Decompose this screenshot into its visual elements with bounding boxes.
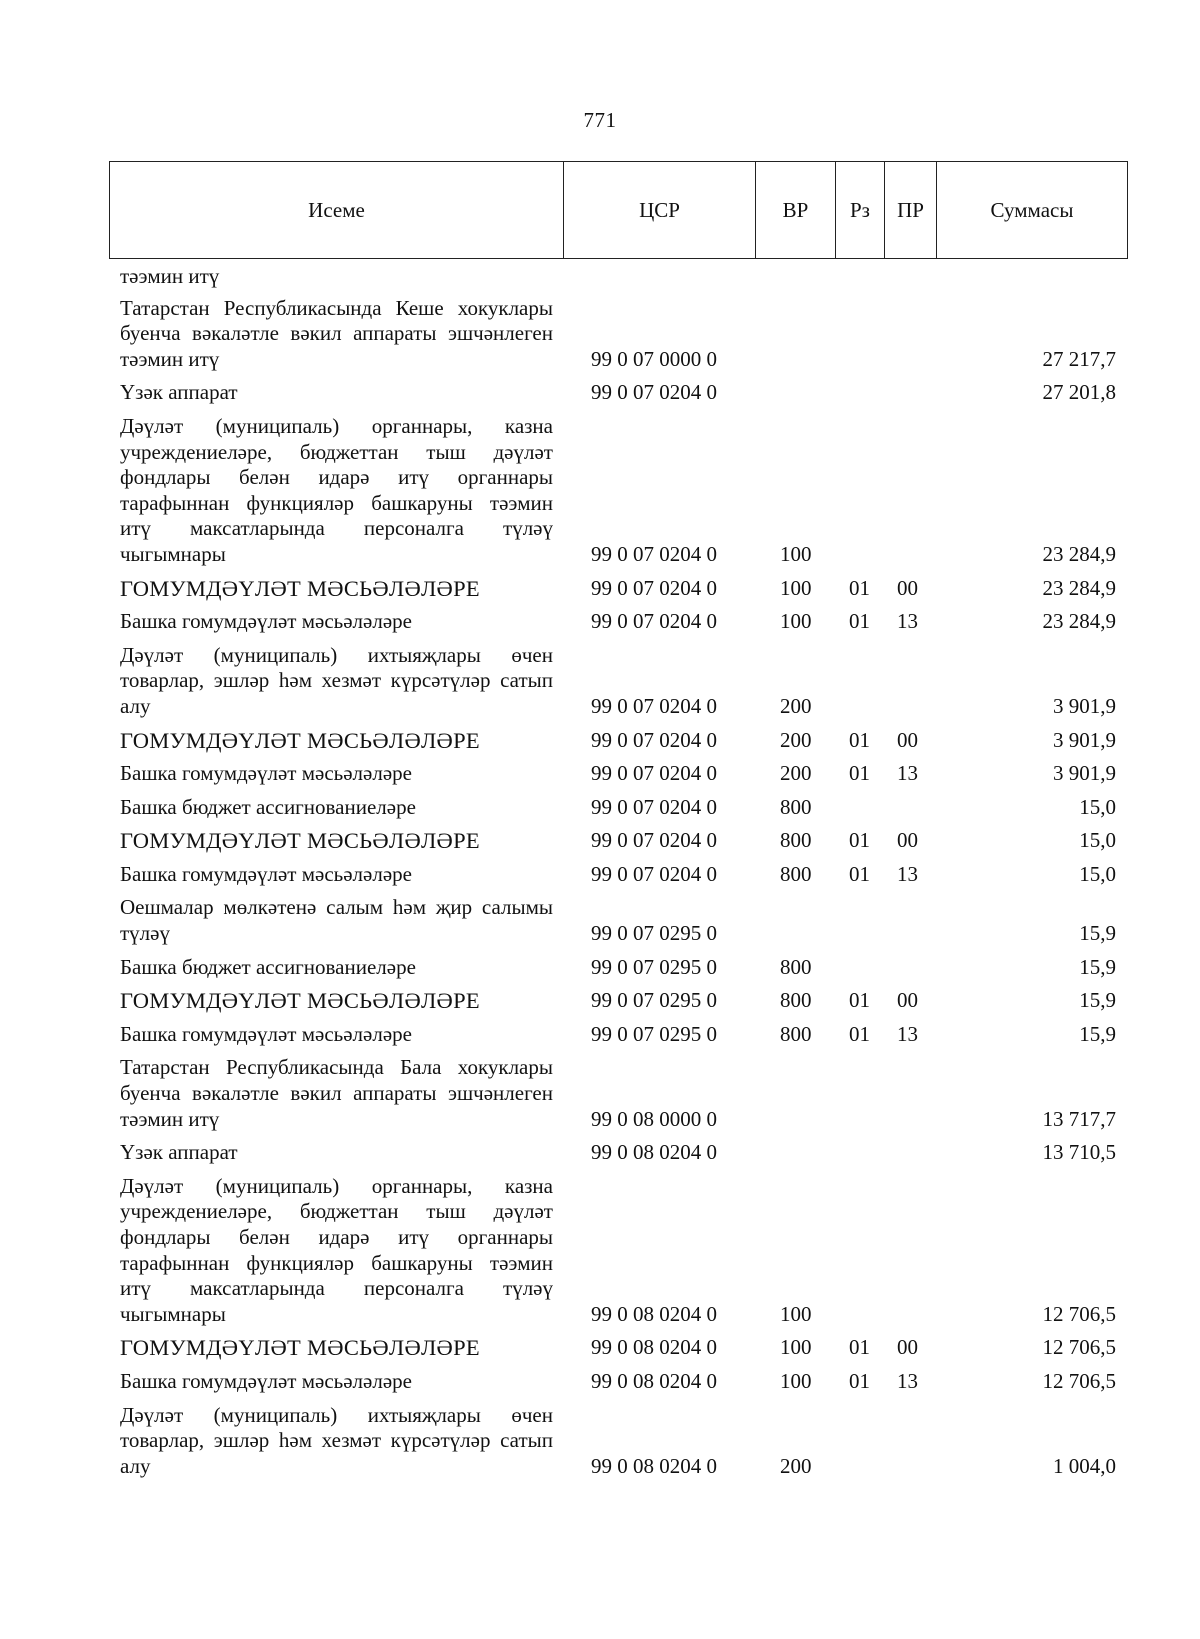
row-name: тәэмин итү <box>120 264 220 288</box>
row-csr-code: 99 0 08 0000 0 <box>591 1106 717 1131</box>
row-name: Башка гомумдәүләт мәсьәләләре <box>120 761 412 786</box>
row-vr-code: 800 <box>780 988 812 1013</box>
row-name: Башка бюджет ассигнованиеләре <box>120 794 416 819</box>
row-csr-code: 99 0 07 0295 0 <box>591 954 717 979</box>
row-pr-code: 13 <box>897 1368 918 1393</box>
row-csr-code: 99 0 07 0204 0 <box>591 609 717 634</box>
row-rz-code: 01 <box>849 1335 870 1360</box>
row-amount: 3 901,9 <box>1053 693 1116 718</box>
row-vr-code: 800 <box>780 954 812 979</box>
row-amount: 15,9 <box>1079 921 1116 946</box>
table-row <box>0 1022 1200 1048</box>
row-vr-code: 200 <box>780 693 812 718</box>
row-amount: 15,0 <box>1079 794 1116 819</box>
table-row <box>0 296 1200 373</box>
row-amount: 27 201,8 <box>1042 380 1116 405</box>
row-pr-code: 13 <box>897 609 918 634</box>
row-rz-code: 01 <box>849 727 870 752</box>
column-header-pr: ПР <box>885 162 937 259</box>
row-amount: 23 284,9 <box>1042 541 1116 566</box>
row-vr-code: 800 <box>780 828 812 853</box>
row-vr-code: 100 <box>780 541 812 566</box>
row-name: ГОМУМДӘҮЛӘТ МӘСЬӘЛӘЛӘРЕ <box>120 1335 480 1361</box>
table-header <box>109 161 1128 259</box>
row-vr-code: 100 <box>780 575 812 600</box>
row-rz-code: 01 <box>849 1021 870 1046</box>
row-amount: 15,9 <box>1079 988 1116 1013</box>
row-name: Дәүләт (муниципаль) органнары, казна учреждениеләре, бюджеттан тыш дәүләт фондлары белән идарә итү органнары тарафыннан функцияләр башкаруны тәэмин итү максатларында персоналга түләү чыгымнары <box>120 413 553 566</box>
row-pr-code: 00 <box>897 1335 918 1360</box>
row-amount: 27 217,7 <box>1042 346 1116 371</box>
row-amount: 15,9 <box>1079 954 1116 979</box>
row-amount: 3 901,9 <box>1053 727 1116 752</box>
row-rz-code: 01 <box>849 1368 870 1393</box>
row-name: Оешмалар мөлкәтенә салым һәм җир салымы түләү <box>120 895 553 946</box>
row-vr-code: 100 <box>780 609 812 634</box>
row-csr-code: 99 0 07 0204 0 <box>591 693 717 718</box>
row-pr-code: 00 <box>897 575 918 600</box>
row-csr-code: 99 0 07 0204 0 <box>591 541 717 566</box>
row-amount: 15,0 <box>1079 861 1116 886</box>
row-rz-code: 01 <box>849 761 870 786</box>
row-vr-code: 200 <box>780 727 812 752</box>
table-row <box>0 1403 1200 1480</box>
row-csr-code: 99 0 08 0204 0 <box>591 1453 717 1478</box>
row-csr-code: 99 0 07 0204 0 <box>591 380 717 405</box>
row-name: ГОМУМДӘҮЛӘТ МӘСЬӘЛӘЛӘРЕ <box>120 828 480 854</box>
table-row <box>0 761 1200 787</box>
row-rz-code: 01 <box>849 575 870 600</box>
row-name: Башка гомумдәүләт мәсьәләләре <box>120 1368 412 1393</box>
table-row <box>0 264 1200 290</box>
row-name: Үзәк аппарат <box>120 380 238 405</box>
row-pr-code: 13 <box>897 761 918 786</box>
row-name: Дәүләт (муниципаль) органнары, казна учреждениеләре, бюджеттан тыш дәүләт фондлары белән идарә итү органнары тарафыннан функцияләр башкаруны тәэмин итү максатларында персоналга түләү чыгымнары <box>120 1173 553 1326</box>
row-csr-code: 99 0 08 0204 0 <box>591 1140 717 1165</box>
row-name: Башка гомумдәүләт мәсьәләләре <box>120 1021 412 1046</box>
column-header-rz: Рз <box>836 162 885 259</box>
row-vr-code: 200 <box>780 761 812 786</box>
row-csr-code: 99 0 07 0295 0 <box>591 988 717 1013</box>
column-header-name: Исеме <box>110 162 564 259</box>
row-csr-code: 99 0 08 0204 0 <box>591 1335 717 1360</box>
table-row <box>0 1055 1200 1132</box>
row-vr-code: 100 <box>780 1301 812 1326</box>
row-csr-code: 99 0 07 0000 0 <box>591 346 717 371</box>
row-name: ГОМУМДӘҮЛӘТ МӘСЬӘЛӘЛӘРЕ <box>120 988 480 1014</box>
row-csr-code: 99 0 07 0204 0 <box>591 761 717 786</box>
table-row <box>0 795 1200 821</box>
table-row <box>0 1174 1200 1328</box>
row-vr-code: 800 <box>780 1021 812 1046</box>
row-name: Татарстан Республикасында Кеше хокуклары буенча вәкаләтле вәкил аппараты эшчәнлеген тәэмин итү <box>120 295 553 371</box>
row-csr-code: 99 0 07 0204 0 <box>591 861 717 886</box>
table-row <box>0 576 1200 602</box>
row-vr-code: 100 <box>780 1335 812 1360</box>
row-name: Башка гомумдәүләт мәсьәләләре <box>120 609 412 634</box>
row-csr-code: 99 0 07 0295 0 <box>591 1021 717 1046</box>
row-pr-code: 00 <box>897 828 918 853</box>
page-number: 771 <box>583 108 617 132</box>
row-amount: 12 706,5 <box>1042 1335 1116 1360</box>
row-pr-code: 13 <box>897 1021 918 1046</box>
column-header-vr: ВР <box>756 162 836 259</box>
row-amount: 15,0 <box>1079 828 1116 853</box>
table-body <box>0 264 1200 1487</box>
table-row <box>0 1369 1200 1395</box>
table-row <box>0 828 1200 854</box>
row-pr-code: 00 <box>897 988 918 1013</box>
table-row <box>0 643 1200 720</box>
row-csr-code: 99 0 08 0204 0 <box>591 1368 717 1393</box>
table-row <box>0 862 1200 888</box>
column-header-sum: Суммасы <box>937 162 1128 259</box>
row-name: ГОМУМДӘҮЛӘТ МӘСЬӘЛӘЛӘРЕ <box>120 727 480 753</box>
row-name: Дәүләт (муниципаль) ихтыяҗлары өчен товарлар, эшләр һәм хезмәт күрсәтүләр сатып алу <box>120 642 553 718</box>
table-row <box>0 955 1200 981</box>
row-name: Башка бюджет ассигнованиеләре <box>120 954 416 979</box>
row-csr-code: 99 0 07 0295 0 <box>591 921 717 946</box>
table-row <box>0 609 1200 635</box>
table-row <box>0 988 1200 1014</box>
row-amount: 12 706,5 <box>1042 1301 1116 1326</box>
row-vr-code: 800 <box>780 794 812 819</box>
row-vr-code: 200 <box>780 1453 812 1478</box>
row-csr-code: 99 0 07 0204 0 <box>591 828 717 853</box>
row-rz-code: 01 <box>849 861 870 886</box>
column-header-csr: ЦСР <box>564 162 756 259</box>
table-row <box>0 414 1200 568</box>
row-amount: 13 710,5 <box>1042 1140 1116 1165</box>
table-row <box>0 728 1200 754</box>
table-row <box>0 895 1200 946</box>
row-amount: 23 284,9 <box>1042 575 1116 600</box>
row-vr-code: 800 <box>780 861 812 886</box>
row-name: Дәүләт (муниципаль) ихтыяҗлары өчен товарлар, эшләр һәм хезмәт күрсәтүләр сатып алу <box>120 1402 553 1478</box>
row-pr-code: 13 <box>897 861 918 886</box>
row-csr-code: 99 0 07 0204 0 <box>591 794 717 819</box>
row-name: ГОМУМДӘҮЛӘТ МӘСЬӘЛӘЛӘРЕ <box>120 575 480 601</box>
row-amount: 12 706,5 <box>1042 1368 1116 1393</box>
table-row <box>0 1335 1200 1361</box>
row-rz-code: 01 <box>849 828 870 853</box>
row-amount: 1 004,0 <box>1053 1453 1116 1478</box>
row-name: Үзәк аппарат <box>120 1140 238 1165</box>
row-csr-code: 99 0 08 0204 0 <box>591 1301 717 1326</box>
row-vr-code: 100 <box>780 1368 812 1393</box>
row-amount: 3 901,9 <box>1053 761 1116 786</box>
table-row <box>0 380 1200 406</box>
row-name: Башка гомумдәүләт мәсьәләләре <box>120 861 412 886</box>
row-amount: 15,9 <box>1079 1021 1116 1046</box>
row-name: Татарстан Республикасында Бала хокуклары буенча вәкаләтле вәкил аппараты эшчәнлеген тәэмин итү <box>120 1055 553 1131</box>
row-csr-code: 99 0 07 0204 0 <box>591 575 717 600</box>
row-csr-code: 99 0 07 0204 0 <box>591 727 717 752</box>
table-row <box>0 1140 1200 1166</box>
row-rz-code: 01 <box>849 988 870 1013</box>
row-rz-code: 01 <box>849 609 870 634</box>
row-amount: 23 284,9 <box>1042 609 1116 634</box>
row-pr-code: 00 <box>897 727 918 752</box>
row-amount: 13 717,7 <box>1042 1106 1116 1131</box>
